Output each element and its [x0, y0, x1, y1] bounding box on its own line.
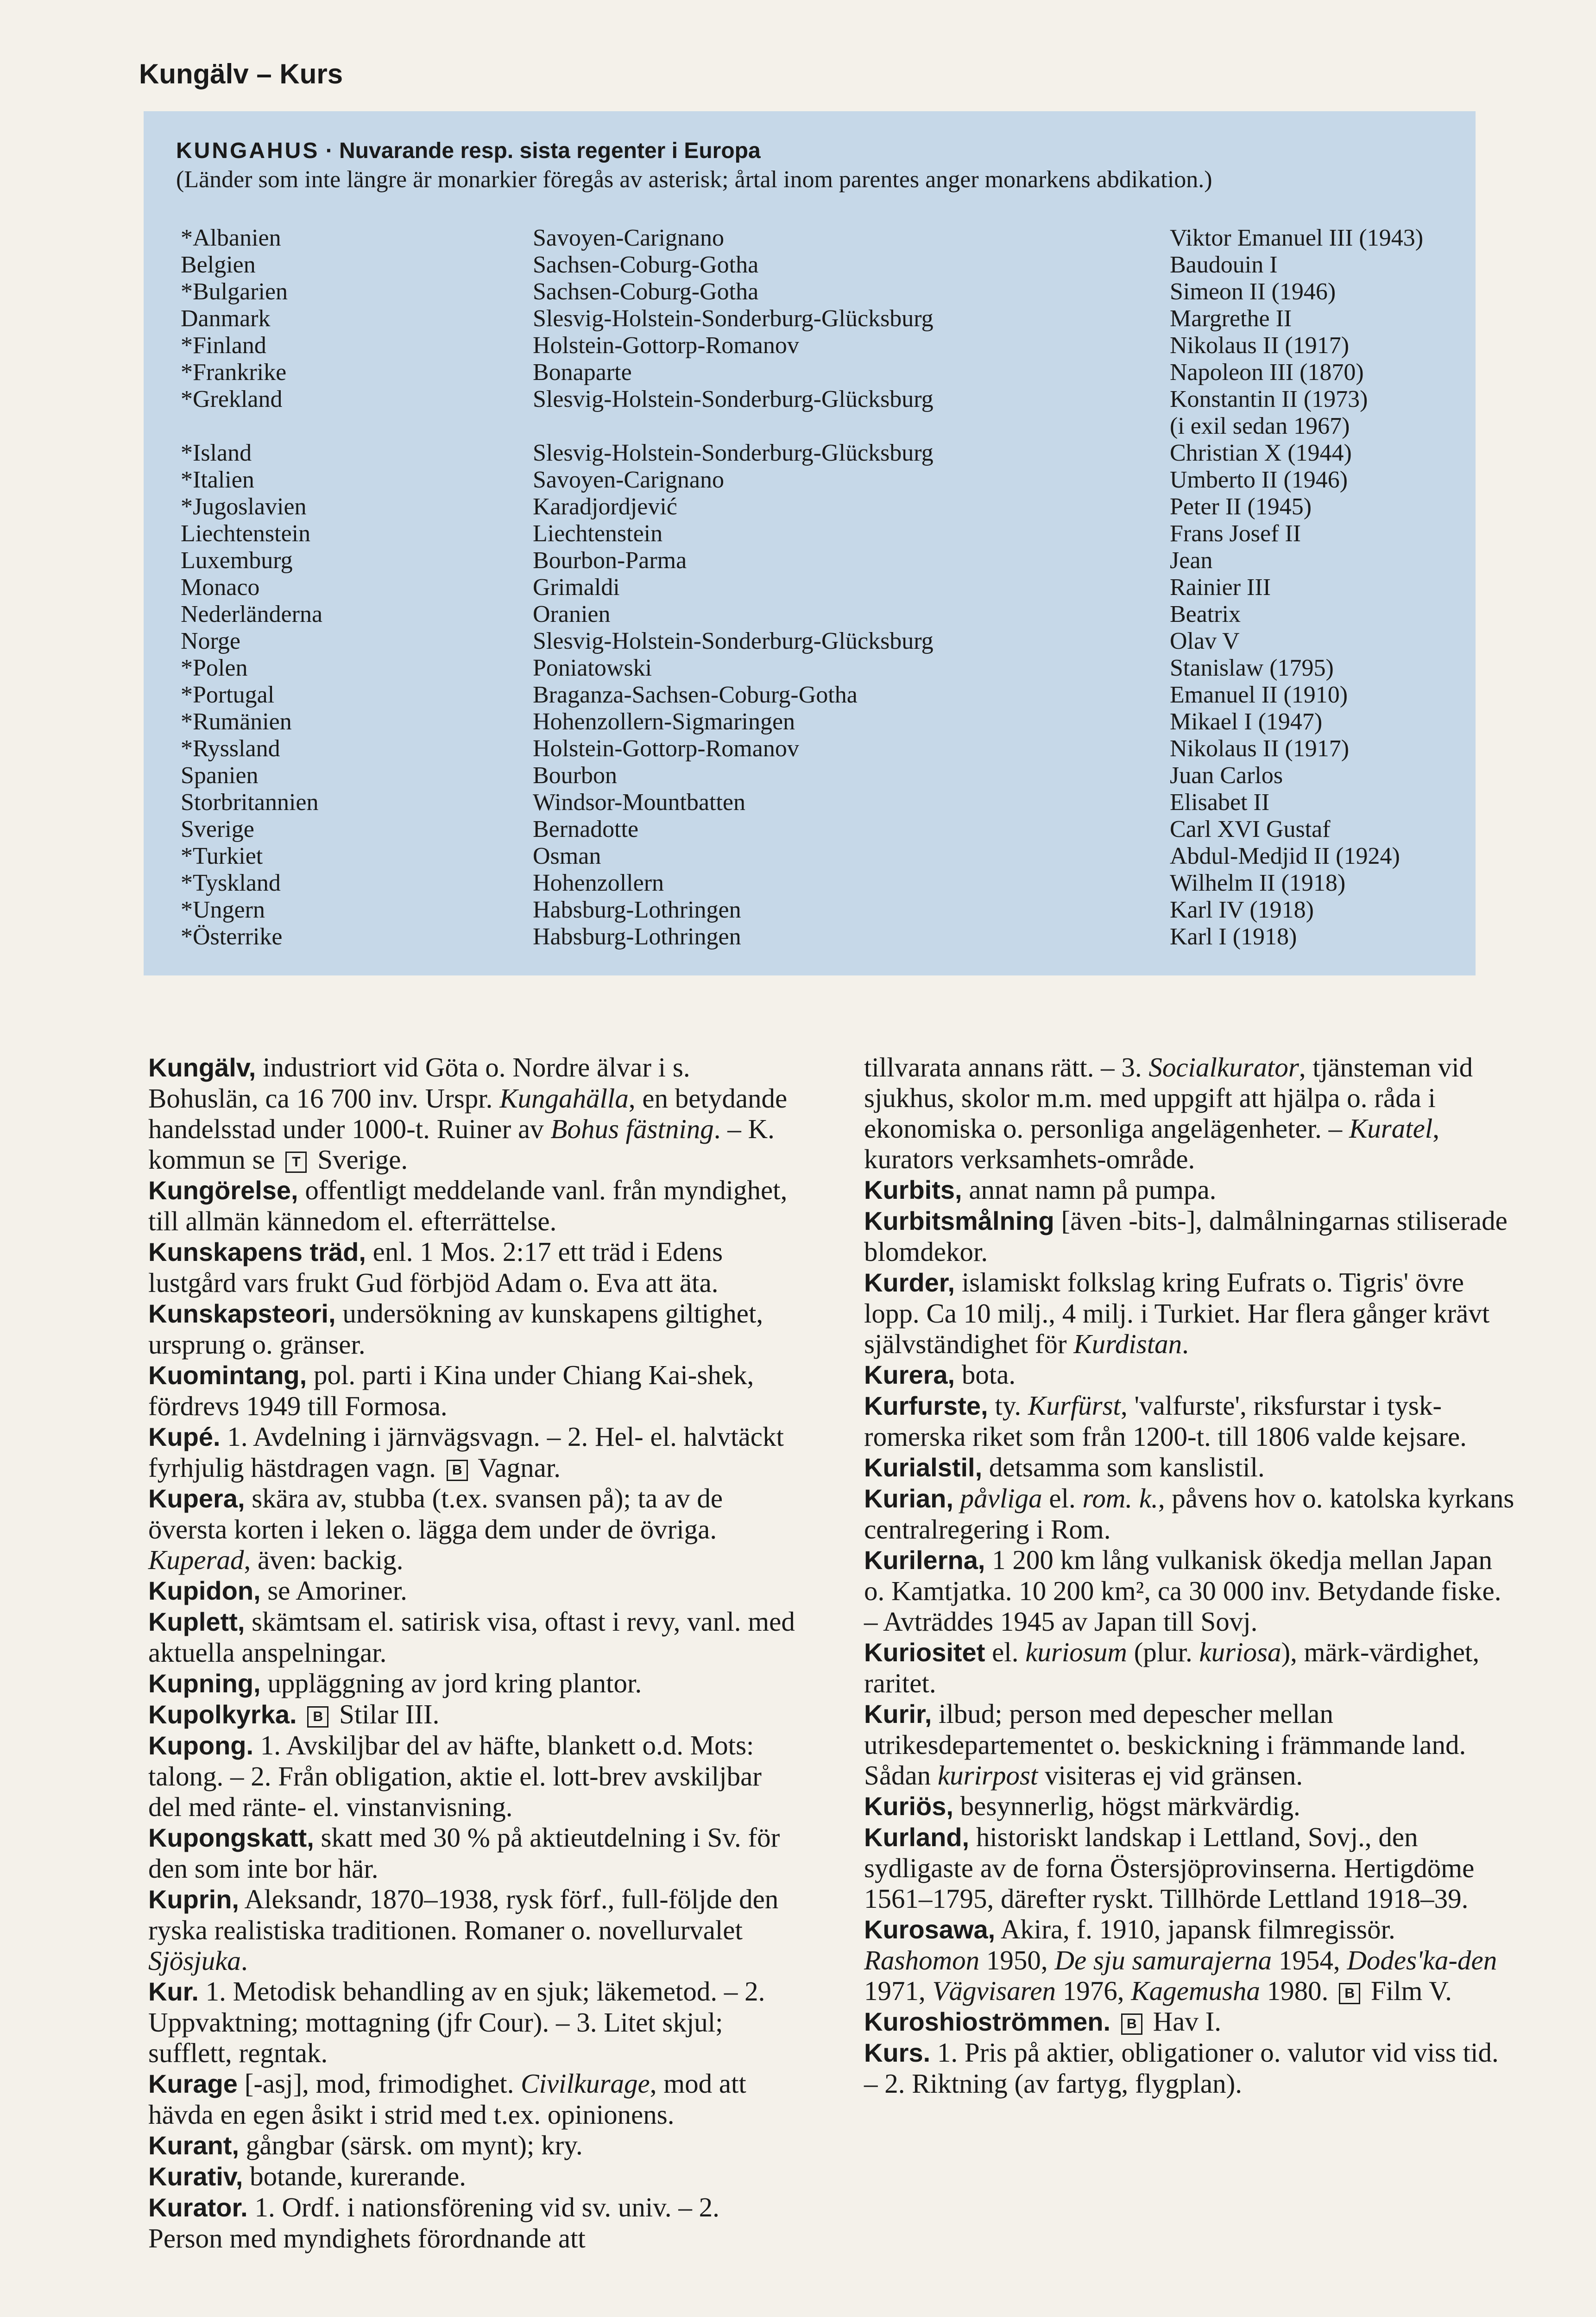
- country-cell: *Polen: [181, 655, 248, 681]
- country-cell: Liechtenstein: [181, 520, 311, 547]
- entry-text: [953, 1483, 960, 1513]
- country-cell: *Bulgarien: [181, 279, 288, 305]
- cross-reference-icon: B: [1339, 1983, 1360, 2004]
- royal-houses-table: [144, 111, 1476, 975]
- regent-cell: (i exil sedan 1967): [1170, 413, 1350, 439]
- royal-house-cell: Liechtenstein: [533, 520, 663, 547]
- regent-cell: Karl IV (1918): [1170, 897, 1314, 923]
- dictionary-entry: [148, 1822, 799, 1884]
- entry-text: Sverige.: [310, 1144, 408, 1175]
- entry-text: , en betydande handelsstad under 1000-t. Ruiner av: [148, 1083, 788, 1144]
- entry-text: ), märk-värdighet, raritet.: [864, 1637, 1480, 1698]
- entry-headword: Kur.: [148, 1977, 199, 2006]
- entry-headword: Kurera,: [864, 1360, 955, 1389]
- entry-text: [-asj], mod, frimodighet.: [237, 2068, 521, 2099]
- dictionary-entry: [864, 1698, 1515, 1791]
- cross-reference-icon: T: [285, 1152, 307, 1173]
- royal-house-cell: Holstein-Gottorp-Romanov: [533, 332, 799, 359]
- dictionary-entry: [864, 1483, 1515, 1545]
- entry-headword: Kurativ,: [148, 2162, 243, 2191]
- entry-headword: Kurage: [148, 2069, 238, 2098]
- entry-text: pol. parti i Kina under Chiang Kai-shek, fördrevs 1949 till Formosa.: [148, 1360, 754, 1421]
- cross-reference-icon: B: [1121, 2013, 1142, 2035]
- entry-headword: Kurbitsmålning: [864, 1206, 1054, 1235]
- regent-cell: Jean: [1170, 547, 1213, 574]
- entry-headword: Kurs.: [864, 2038, 931, 2067]
- entries-left-column: [148, 1052, 799, 2254]
- dictionary-entry: [148, 1976, 799, 2068]
- entry-text: , kurators verksamhets-område.: [864, 1113, 1439, 1174]
- entry-headword: Kurland,: [864, 1823, 970, 1852]
- entry-headword: Kuplett,: [148, 1607, 245, 1636]
- country-cell: Norge: [181, 628, 241, 654]
- table-title: [176, 138, 761, 164]
- dictionary-entry: [148, 1175, 799, 1236]
- dictionary-entry: [864, 1791, 1515, 1822]
- dictionary-entry: [148, 2068, 799, 2130]
- royal-house-cell: Hohenzollern: [533, 870, 664, 896]
- entry-italic-text: Sjösjuka: [148, 1945, 241, 1976]
- dictionary-entry: [148, 1884, 799, 1976]
- entry-text: .: [240, 1945, 248, 1976]
- entry-italic-text: Kuratel: [1349, 1113, 1433, 1144]
- entry-text: , mod att hävda en egen åsikt i strid med t.ex. opinionens.: [148, 2068, 746, 2130]
- entry-text: 1. Ordf. i nationsförening vid sv. univ. – 2. Person med myndighets förordnande att: [148, 2192, 719, 2254]
- entry-headword: Kurir,: [864, 1699, 932, 1728]
- entry-text: annat namn på pumpa.: [962, 1174, 1217, 1205]
- royal-house-cell: Oranien: [533, 601, 611, 627]
- royal-house-cell: Bonaparte: [533, 359, 632, 386]
- entry-italic-text: Civilkurage: [521, 2068, 650, 2099]
- entry-text: , tjänsteman vid sjukhus, skolor m.m. med uppgift att hjälpa o. råda i ekonomiska o. personliga angelägenheter. –: [864, 1052, 1473, 1144]
- royal-house-cell: [533, 413, 934, 440]
- entry-text: Film V.: [1364, 1975, 1452, 2006]
- entry-text: gångbar (särsk. om mynt); kry.: [239, 2130, 583, 2160]
- entry-text: historiskt landskap i Lettland, Sovj., den sydligaste av de forna Östersjöprovinserna. Hertigdöme 1561–1795, därefter ryskt. Tillhörde Lettland 1918–39.: [864, 1822, 1475, 1914]
- royal-house-cell: Savoyen-Carignano: [533, 225, 725, 251]
- royal-house-cell: Holstein-Gottorp-Romanov: [533, 735, 799, 762]
- country-cell: *Grekland: [181, 386, 283, 412]
- regent-cell: Rainier III: [1170, 574, 1271, 601]
- cross-reference-icon: B: [447, 1460, 468, 1481]
- entry-headword: Kunskapsteori,: [148, 1299, 336, 1328]
- entry-text: Vagnar.: [471, 1452, 561, 1483]
- regent-cell: Carl XVI Gustaf: [1170, 816, 1331, 842]
- cross-reference-icon: B: [307, 1706, 328, 1728]
- royal-house-cell: Slesvig-Holstein-Sonderburg-Glücksburg: [533, 305, 934, 332]
- entry-italic-text: påvliga: [960, 1483, 1042, 1513]
- entry-italic-text: kurirpost: [937, 1760, 1038, 1791]
- regent-cell: Elisabet II: [1170, 789, 1270, 816]
- dictionary-entry: [148, 1606, 799, 1668]
- royal-house-cell: Poniatowski: [533, 655, 652, 681]
- dictionary-entry: [864, 1174, 1515, 1205]
- entry-text: 1971,: [864, 1975, 933, 2006]
- country-cell: *Italien: [181, 467, 254, 493]
- royal-house-cell: Hohenzollern-Sigmaringen: [533, 709, 795, 735]
- dictionary-entry: [864, 1359, 1515, 1390]
- entry-italic-text: Rashomon: [864, 1945, 980, 1975]
- entry-headword: Kupongskatt,: [148, 1823, 314, 1852]
- entry-headword: Kurialstil,: [864, 1453, 983, 1482]
- royal-house-cell: Bourbon: [533, 762, 617, 789]
- entry-text: , även: backig.: [244, 1545, 404, 1575]
- regents-column: [1170, 225, 1423, 950]
- entry-italic-text: kuriosa: [1199, 1637, 1281, 1667]
- regent-cell: Simeon II (1946): [1170, 279, 1336, 305]
- countries-column: [181, 225, 322, 950]
- dictionary-entry: [148, 1236, 799, 1298]
- page-header: Kungälv – Kurs: [139, 58, 343, 89]
- entry-text: 1980.: [1260, 1975, 1336, 2006]
- royal-house-cell: Bourbon-Parma: [533, 547, 687, 574]
- entry-headword: Kupning,: [148, 1669, 261, 1698]
- entry-text: Stilar III.: [332, 1699, 440, 1729]
- dictionary-entry: [864, 1822, 1515, 1914]
- country-cell: Spanien: [181, 762, 259, 789]
- entry-headword: Kunskapens träd,: [148, 1237, 366, 1266]
- entry-headword: Kurian,: [864, 1484, 953, 1513]
- dictionary-entry: [148, 1668, 799, 1699]
- entry-text: el.: [985, 1637, 1026, 1667]
- country-cell: *Rumänien: [181, 709, 292, 735]
- country-cell: *Finland: [181, 332, 266, 359]
- dictionary-entry: [148, 2161, 799, 2192]
- royal-house-cell: Braganza-Sachsen-Coburg-Gotha: [533, 682, 858, 708]
- entry-italic-text: kuriosum: [1025, 1637, 1127, 1667]
- entry-text: 1 200 km lång vulkanisk ökedja mellan Japan o. Kamtjatka. 10 200 km², ca 30 000 inv. Betydande fiske. – Avträddes 1945 av Japan till Sovj.: [864, 1545, 1501, 1637]
- dictionary-entry: [148, 1699, 799, 1730]
- entry-text: 1. Avskiljbar del av häfte, blankett o.d. Mots: talong. – 2. Från obligation, aktie el. lott-brev avskiljbar del med ränte- el. vinstanvisning.: [148, 1730, 762, 1822]
- entry-text: detsamma som kanslistil.: [982, 1452, 1265, 1482]
- dictionary-entry: [864, 1267, 1515, 1359]
- country-cell: Danmark: [181, 305, 271, 332]
- regent-cell: Umberto II (1946): [1170, 467, 1348, 493]
- entry-text: Akira, f. 1910, japansk filmregissör.: [995, 1914, 1395, 1944]
- entry-text: , påvens hov o. katolska kyrkans centralregering i Rom.: [864, 1483, 1514, 1545]
- entry-text: islamiskt folkslag kring Eufrats o. Tigris' övre lopp. Ca 10 milj., 4 milj. i Turkiet. Har flera gånger krävt självständighet för: [864, 1267, 1490, 1359]
- entry-text: ty.: [988, 1390, 1028, 1421]
- dictionary-entry: [148, 1575, 799, 1606]
- dictionary-entry: [864, 1452, 1515, 1483]
- country-cell: Storbritannien: [181, 789, 319, 816]
- entry-text: offentligt meddelande vanl. från myndighet, till allmän kännedom el. efterrättelse.: [148, 1175, 788, 1236]
- entry-text: , 'valfurste', riksfurstar i tysk-romerska riket som från 1200-t. till 1806 valde kejsare.: [864, 1390, 1467, 1452]
- entry-headword: Kupidon,: [148, 1576, 261, 1605]
- country-cell: *Turkiet: [181, 843, 263, 869]
- royal-house-cell: Sachsen-Coburg-Gotha: [533, 252, 759, 278]
- regent-cell: Baudouin I: [1170, 252, 1278, 278]
- regent-cell: Nikolaus II (1917): [1170, 735, 1350, 762]
- regent-cell: Konstantin II (1973): [1170, 386, 1368, 412]
- regent-cell: Napoleon III (1870): [1170, 359, 1364, 386]
- dictionary-entry: [864, 1637, 1515, 1698]
- table-title-separator: ·: [325, 139, 333, 163]
- regent-cell: Mikael I (1947): [1170, 709, 1323, 735]
- entry-text: industriort vid Göta o. Nordre älvar i s. Bohuslän, ca 16 700 inv. Urspr.: [148, 1052, 690, 1114]
- country-cell: Luxemburg: [181, 547, 293, 574]
- entry-italic-text: De sju samurajerna: [1054, 1945, 1272, 1975]
- regent-cell: Juan Carlos: [1170, 762, 1283, 789]
- entry-headword: Kuprin,: [148, 1885, 239, 1914]
- entry-headword: Kungälv,: [148, 1053, 256, 1082]
- royal-house-cell: Slesvig-Holstein-Sonderburg-Glücksburg: [533, 440, 934, 466]
- entry-text: uppläggning av jord kring plantor.: [260, 1668, 642, 1698]
- entry-italic-text: rom. k.: [1082, 1483, 1158, 1513]
- entry-headword: Kuomintang,: [148, 1361, 307, 1390]
- country-cell: *Jugoslavien: [181, 494, 307, 520]
- entry-headword: Kurant,: [148, 2131, 239, 2160]
- regent-cell: Peter II (1945): [1170, 494, 1312, 520]
- dictionary-entry: [148, 1421, 799, 1483]
- entry-text: . – K. kommun se: [148, 1114, 775, 1175]
- entry-italic-text: Kurdistan: [1073, 1329, 1182, 1359]
- country-cell: Belgien: [181, 252, 256, 278]
- dictionary-entry: [864, 1390, 1515, 1452]
- entry-text: el.: [1042, 1483, 1083, 1513]
- royal-house-cell: Bernadotte: [533, 816, 639, 842]
- dictionary-entry: [148, 1298, 799, 1360]
- royal-house-cell: Habsburg-Lothringen: [533, 924, 741, 950]
- country-cell: [181, 413, 322, 440]
- entry-text: Hav I.: [1146, 2006, 1222, 2037]
- entry-text: bota.: [955, 1359, 1016, 1390]
- table-title-text: Nuvarande resp. sista regenter i Europa: [339, 139, 761, 163]
- table-title-keyword: KUNGAHUS: [176, 139, 320, 163]
- entry-text: skära av, stubba (t.ex. svansen på); ta av de översta korten i leken o. lägga dem under de övriga.: [148, 1483, 723, 1545]
- entry-headword: Kurbits,: [864, 1175, 962, 1204]
- entry-headword: Kurfurste,: [864, 1391, 988, 1420]
- regent-cell: Wilhelm II (1918): [1170, 870, 1346, 896]
- entry-text: skatt med 30 % på aktieutdelning i Sv. för den som inte bor här.: [148, 1822, 780, 1884]
- royal-house-cell: Sachsen-Coburg-Gotha: [533, 279, 759, 305]
- regent-cell: Beatrix: [1170, 601, 1241, 627]
- entry-italic-text: Bohus fästning: [550, 1114, 714, 1144]
- royal-house-cell: Savoyen-Carignano: [533, 467, 725, 493]
- dictionary-entry: [148, 1052, 799, 1175]
- royal-house-cell: Grimaldi: [533, 574, 620, 601]
- entry-text: 1954,: [1272, 1945, 1347, 1975]
- entry-text: 1. Metodisk behandling av en sjuk; läkemetod. – 2. Uppvaktning; mottagning (jfr Cour). – 3. Litet skjul; sufflett, regntak.: [148, 1976, 765, 2068]
- entry-headword: Kuriositet: [864, 1638, 985, 1667]
- dictionary-entry: [148, 1360, 799, 1421]
- dictionary-entry: [864, 2037, 1515, 2099]
- country-cell: *Frankrike: [181, 359, 287, 386]
- entry-text: skämtsam el. satirisk visa, oftast i revy, vanl. med aktuella anspelningar.: [148, 1606, 795, 1668]
- entry-italic-text: Dodes'ka-den: [1347, 1945, 1497, 1975]
- entry-headword: Kupé.: [148, 1422, 221, 1451]
- country-cell: *Island: [181, 440, 252, 466]
- regent-cell: Nikolaus II (1917): [1170, 332, 1350, 359]
- royal-house-cell: Windsor-Mountbatten: [533, 789, 746, 816]
- country-cell: Sverige: [181, 816, 254, 842]
- country-cell: *Albanien: [181, 225, 281, 251]
- entry-text: [även -bits-], dalmålningarnas stiliserade blomdekor.: [864, 1205, 1508, 1267]
- entry-italic-text: Socialkurator: [1148, 1052, 1299, 1083]
- country-cell: *Österrike: [181, 924, 283, 950]
- entry-text: ilbud; person med depescher mellan utrikesdepartementet o. beskickning i främmande land. Sådan: [864, 1698, 1466, 1791]
- dictionary-entry: [864, 1205, 1515, 1267]
- regent-cell: Emanuel II (1910): [1170, 682, 1348, 708]
- entry-italic-text: Kagemusha: [1131, 1975, 1260, 2006]
- entry-text: enl. 1 Mos. 2:17 ett träd i Edens lustgård vars frukt Gud förbjöd Adam o. Eva att äta.: [148, 1236, 723, 1298]
- country-cell: *Tyskland: [181, 870, 281, 896]
- entry-text: 1. Pris på aktier, obligationer o. valutor vid viss tid. – 2. Riktning (av fartyg, flygplan).: [864, 2037, 1499, 2099]
- regent-cell: Karl I (1918): [1170, 924, 1297, 950]
- entry-italic-text: Kurfürst: [1028, 1390, 1121, 1421]
- entry-text: visiteras ej vid gränsen.: [1038, 1760, 1303, 1791]
- entry-text: .: [1182, 1329, 1189, 1359]
- dictionary-entry: [864, 1545, 1515, 1637]
- dictionary-entry: [148, 1730, 799, 1822]
- regent-cell: Abdul-Medjid II (1924): [1170, 843, 1400, 869]
- entry-headword: Kuroshioströmmen.: [864, 2007, 1111, 2036]
- entry-text: tillvarata annans rätt. – 3.: [864, 1052, 1149, 1083]
- entry-headword: Kuriös,: [864, 1792, 953, 1821]
- entry-text: [1110, 2006, 1117, 2037]
- entry-headword: Kungörelse,: [148, 1176, 298, 1205]
- royal-house-cell: Osman: [533, 843, 601, 869]
- entry-headword: Kupera,: [148, 1484, 245, 1513]
- entry-text: 1976,: [1056, 1975, 1131, 2006]
- dictionary-entry: [864, 2006, 1515, 2037]
- entry-text: (plur.: [1127, 1637, 1199, 1667]
- country-cell: *Ryssland: [181, 735, 280, 762]
- dictionary-entry: [148, 2192, 799, 2254]
- entry-headword: Kupong.: [148, 1731, 254, 1760]
- entry-text: 1. Avdelning i järnvägsvagn. – 2. Hel- el. halvtäckt fyrhjulig hästdragen vagn.: [148, 1421, 784, 1483]
- entry-headword: Kurator.: [148, 2193, 248, 2222]
- entry-italic-text: Vägvisaren: [932, 1975, 1056, 2006]
- houses-column: [533, 225, 934, 950]
- entry-headword: Kurder,: [864, 1268, 955, 1297]
- regent-cell: Margrethe II: [1170, 305, 1292, 332]
- royal-house-cell: Karadjordjević: [533, 494, 677, 520]
- dictionary-entry: [148, 2130, 799, 2161]
- entry-text: botande, kurerande.: [243, 2161, 466, 2191]
- regent-cell: Frans Josef II: [1170, 520, 1301, 547]
- country-cell: Nederländerna: [181, 601, 323, 627]
- country-cell: *Ungern: [181, 897, 265, 923]
- entry-headword: Kurosawa,: [864, 1915, 996, 1944]
- dictionary-entry: [864, 1052, 1515, 1174]
- entry-italic-text: Kungahälla: [499, 1083, 629, 1114]
- entry-text: besynnerlig, högst märkvärdig.: [953, 1791, 1300, 1821]
- regent-cell: Olav V: [1170, 628, 1240, 654]
- entry-text: [297, 1699, 304, 1729]
- dictionary-entry: [148, 1483, 799, 1575]
- entry-text: 1950,: [979, 1945, 1055, 1975]
- table-note: (Länder som inte längre är monarkier föregås av asterisk; årtal inom parentes anger monarkens abdikation.): [176, 166, 1212, 193]
- entry-headword: Kurilerna,: [864, 1545, 985, 1575]
- entry-text: se Amoriner.: [260, 1575, 407, 1606]
- entry-text: undersökning av kunskapens giltighet, ursprung o. gränser.: [148, 1298, 763, 1360]
- entries-right-column: [864, 1052, 1515, 2099]
- entry-italic-text: Kuperad: [148, 1545, 244, 1575]
- entry-text: Aleksandr, 1870–1938, rysk förf., full-följde den ryska realistiska traditionen. Romaner o. novellurvalet: [148, 1884, 779, 1945]
- regent-cell: Christian X (1944): [1170, 440, 1352, 466]
- regent-cell: Viktor Emanuel III (1943): [1170, 225, 1424, 251]
- royal-house-cell: Habsburg-Lothringen: [533, 897, 741, 923]
- royal-house-cell: Slesvig-Holstein-Sonderburg-Glücksburg: [533, 386, 934, 412]
- regent-cell: Stanislaw (1795): [1170, 655, 1334, 681]
- royal-house-cell: Slesvig-Holstein-Sonderburg-Glücksburg: [533, 628, 934, 654]
- dictionary-entry: [864, 1914, 1515, 2006]
- entry-headword: Kupolkyrka.: [148, 1700, 297, 1729]
- country-cell: Monaco: [181, 574, 260, 601]
- country-cell: *Portugal: [181, 682, 275, 708]
